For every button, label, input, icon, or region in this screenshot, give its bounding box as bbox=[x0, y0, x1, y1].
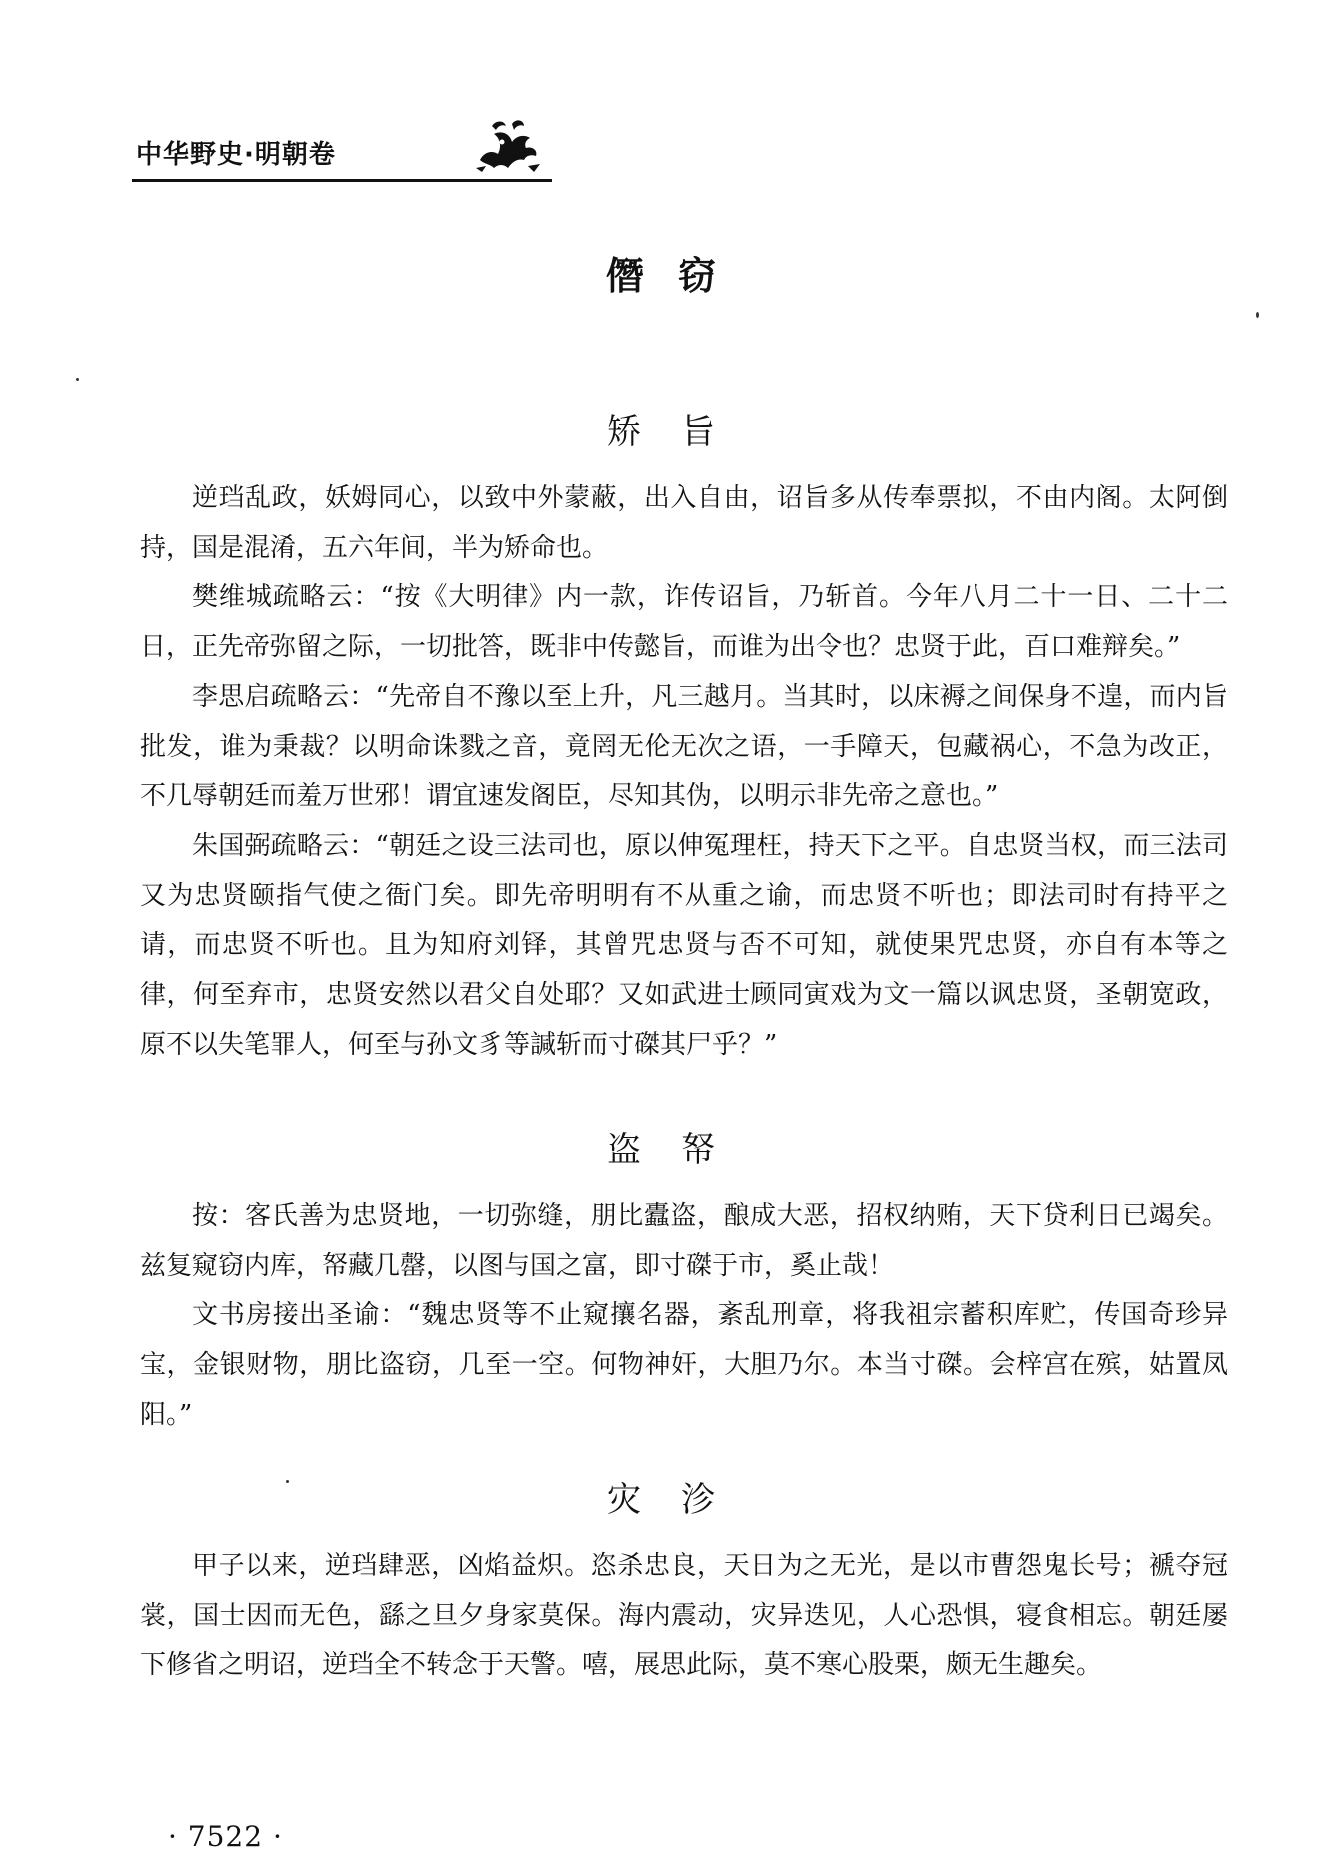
paragraph: 按：客氏善为忠贤地，一切弥缝，朋比蠹盗，酿成大恶，招权纳贿，天下贷利日已竭矣。兹复窥窃内库，帑藏几罄，以图与国之富，即寸磔于市，奚止哉！ bbox=[140, 1201, 1228, 1281]
paragraph: 朱国弼疏略云：“朝廷之设三法司也，原以伸冤理枉，持天下之平。自忠贤当权，而三法司又为忠贤颐指气使之衙门矣。即先帝明明有不从重之谕，而忠贤不听也；即法司时有持平之请，而忠贤不听也。且为知府刘铎，其曾咒忠贤与否不可知，就使果咒忠贤，亦自有本等之律，何至弃市，忠贤安然以君父自处耶？又如武进士顾同寅戏为文一篇以讽忠贤，圣朝宽政，原不以失笔罪人，何至与孙文豸等諴斩而寸磔其尸乎？” bbox=[140, 830, 1228, 1060]
scan-speck bbox=[1256, 312, 1259, 318]
section-body-zaili bbox=[140, 1542, 1228, 1691]
scan-speck bbox=[76, 378, 79, 381]
section-title-zaili: 灾沴 bbox=[607, 1480, 755, 1520]
section-body-jiaozhi bbox=[140, 474, 1228, 1070]
section-title-daotang: 盗帑 bbox=[607, 1130, 755, 1170]
paragraph: 樊维城疏略云：“按《大明律》内一款，诈传诏旨，乃斩首。今年八月二十一日、二十二日，正先帝弥留之际，一切批答，既非中传懿旨，而谁为出令也？忠贤于此，百口难辩矣。” bbox=[140, 582, 1228, 663]
chapter-title: 僭窃 bbox=[605, 253, 750, 298]
header-rule bbox=[132, 179, 552, 182]
dragon-emblem-icon bbox=[472, 116, 542, 174]
book-title: 中华野史·明朝卷 bbox=[136, 140, 336, 170]
paragraph: 逆珰乱政，妖姆同心，以致中外蒙蔽，出入自由，诏旨多从传奉票拟，不由内阁。太阿倒持，国是混淆，五六年间，半为矫命也。 bbox=[140, 483, 1228, 563]
paragraph: 甲子以来，逆珰肆恶，凶焰益炽。恣杀忠良，天日为之无光，是以市曹怨鬼长号；褫夺冠裳，国士因而无色，繇之旦夕身家莫保。海内震动，灾异迭见，人心恐惧，寝食相忘。朝廷屡下修省之明诏，逆珰全不转念于天警。嘻，展思此际，莫不寒心股栗，颇无生趣矣。 bbox=[140, 1551, 1228, 1681]
section-title-jiaozhi: 矫旨 bbox=[607, 412, 755, 452]
page-number: · 7522 · bbox=[168, 1820, 283, 1853]
scan-speck bbox=[286, 1480, 289, 1483]
paragraph: 李思启疏略云：“先帝自不豫以至上升，凡三越月。当其时，以床褥之间保身不遑，而内旨批发，谁为秉裁？以明命诛戮之音，竟罔无伦无次之语，一手障天，包藏祸心，不急为改正，不几辱朝廷而羞万世邪！谓宜速发阁臣，尽知其伪，以明示非先帝之意也。” bbox=[140, 681, 1228, 812]
section-body-daotang bbox=[140, 1192, 1228, 1441]
paragraph: 文书房接出圣谕：“魏忠贤等不止窥攘名器，紊乱刑章，将我祖宗蓄积库贮，传国奇珍异宝，金银财物，朋比盗窃，几至一空。何物神奸，大胆乃尔。本当寸磔。会梓宫在殡，姑置凤阳。” bbox=[140, 1300, 1228, 1430]
running-header bbox=[132, 112, 552, 184]
